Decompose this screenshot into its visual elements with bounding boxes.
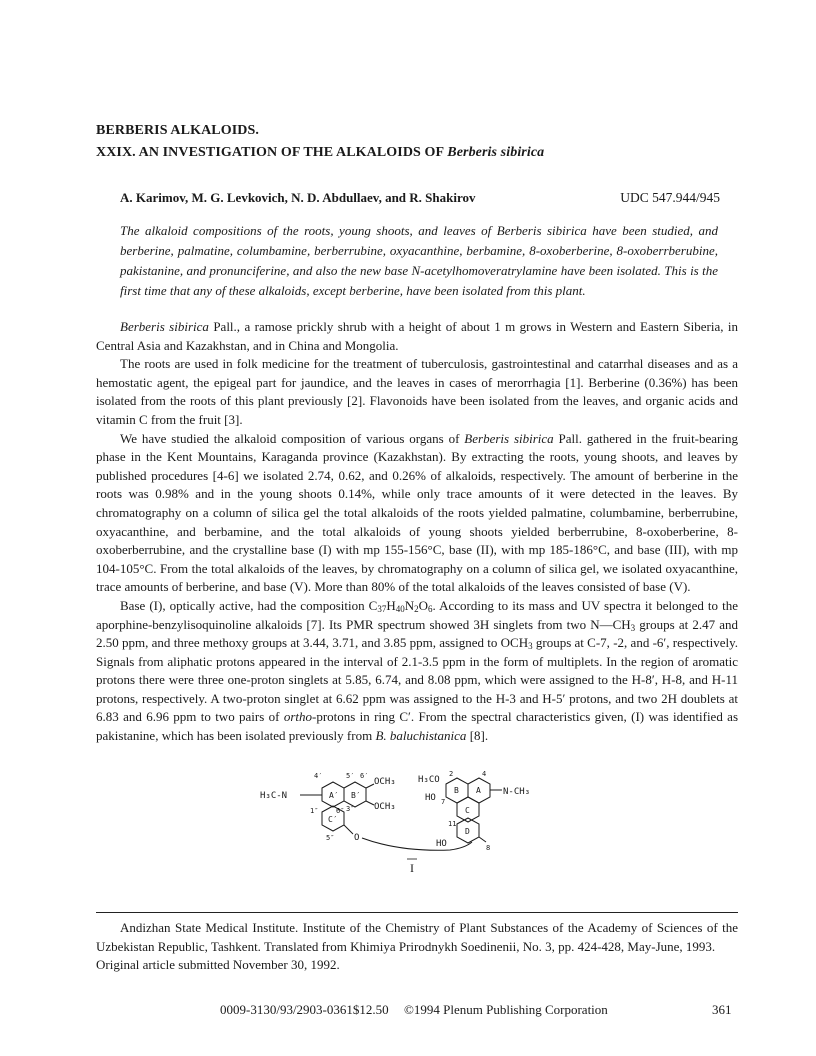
italic-term: ortho bbox=[283, 709, 312, 725]
label-5-prime: 5′ bbox=[346, 772, 355, 780]
paragraph-3-text-b: Pall. gathered in the fruit-bearing phase in the Kent Mountains, Karaganda province (Kazakhstan). By extracting the roots, young shoots, and leaves by published procedures [4-6] we isolated 2.74, 0.62, and 0.26% of alkaloids, respectively. The amount of berberine in the roots was 0.98% and in the young shoots 0.14%, while only trace amounts of it were detected in the leaves. By chromatography on a column of silica gel the total alkaloids of the roots yielded palmatine, columbamine, berberrubine, oxyacanthine, and berbamine, and the total alkaloids of young shoots yielded berberrubine, 8-oxoberberine, 8-oxoberberrubine, and the crystalline base (I) with mp 155-156°C, base (II), with mp 185-186°C, and base (III), with mp 104-105°C. From the total alkaloids of the leaves, by chromatography on a column of silica gel, we isolated oxyacanthine, trace amounts of berberine, and base (V). More than 80% of the total alkaloids of the leaves consisted of base (V). bbox=[96, 430, 738, 595]
article-body bbox=[96, 318, 738, 746]
label-3-double-prime: 3″ bbox=[346, 805, 355, 813]
article-title-text: XXIX. AN INVESTIGATION OF THE ALKALOIDS OF bbox=[96, 145, 444, 160]
article-code: 0009-3130/93/2903-0361$12.50 bbox=[220, 1002, 389, 1017]
paragraph-4 bbox=[96, 597, 738, 746]
label-ether-oxygen: O bbox=[354, 833, 360, 843]
page-number: 361 bbox=[712, 1002, 732, 1017]
paragraph-1 bbox=[96, 318, 738, 355]
series-title: BERBERIS ALKALOIDS. bbox=[96, 123, 259, 138]
paragraph-4-text-a: Base (I), optically active, had the composition C bbox=[120, 597, 378, 613]
label-ring-b: B bbox=[454, 786, 459, 795]
label-h3c-n: H₃C-N bbox=[260, 791, 288, 801]
footnote-rule bbox=[96, 912, 738, 913]
label-4: 4 bbox=[482, 770, 487, 778]
compound-label: I bbox=[410, 861, 414, 875]
subscript: 3 bbox=[528, 641, 533, 652]
label-n-ch3: N-CH₃ bbox=[503, 787, 531, 797]
paragraph-3 bbox=[96, 430, 738, 597]
paragraph-4-text-d: groups at C-7, -2, and -6′, respectively. Signals from aliphatic protons appeared in the interval of 2.1-3.5 ppm in the form of multiplets. In the region of aromatic protons there were three one-proton singlets at 5.85, 6.74, and 8.08 ppm, which were assigned to the H-8′, H-8, and H-11 protons, respectively. A two-proton singlet at 6.62 ppm was assigned to the H-3 and H-5′ protons, and two 2H doublets at 6.83 and 6.96 ppm to two pairs of bbox=[96, 635, 738, 725]
article-title-species: Berberis sibirica bbox=[447, 145, 545, 160]
label-och3-mid: OCH₃ bbox=[374, 802, 396, 812]
formula-subscript: 2 bbox=[414, 603, 419, 614]
label-11: 11 bbox=[448, 820, 457, 828]
label-ring-b-prime: B′ bbox=[351, 791, 361, 800]
label-ring-c: C bbox=[465, 806, 470, 815]
label-1-double-prime: 1″ bbox=[310, 807, 319, 815]
label-2: 2 bbox=[449, 770, 454, 778]
footnote bbox=[96, 919, 738, 975]
label-5-double-prime: 5″ bbox=[326, 834, 335, 842]
label-8: 8 bbox=[486, 844, 491, 852]
paragraph-4-text-e: -protons in ring C′. From the spectral characteristics given, (I) was identified as pakistanine, which has been isolated previously from bbox=[96, 709, 738, 744]
label-ring-a: A bbox=[476, 786, 481, 795]
label-6-double-prime: 6″ bbox=[336, 807, 345, 815]
label-ring-a-prime: A′ bbox=[329, 791, 339, 800]
chemical-structure-figure bbox=[250, 768, 566, 880]
paragraph-2: The roots are used in folk medicine for the treatment of tuberculosis, gastrointestinal and catarrhal diseases and as a hemostatic agent, the epigeal part for jaundice, and the leaves in cases of merorrhagia [1]. Berberine (0.36%) has been isolated from the roots of this plant previously [2]. Flavonoids have been isolated from the leaves, and organic acids and vitamin C from the fruit [3]. bbox=[96, 356, 738, 427]
species-name: Berberis sibirica bbox=[120, 319, 209, 334]
article-title bbox=[96, 142, 736, 163]
paragraph-1-text: Pall., a ramose prickly shrub with a height of about 1 m grows in Western and Eastern Siberia, in Central Asia and Kazakhstan, and in China and Mongolia. bbox=[96, 319, 738, 353]
paragraph-4-text-b: . According to its mass and UV spectra it belonged to the aporphine-benzylisoquinoline alkaloids [7]. Its PMR spectrum showed 3H singlets from two N—CH bbox=[96, 597, 738, 632]
label-4-prime: 4′ bbox=[314, 772, 323, 780]
label-6-prime: 6′ bbox=[360, 772, 369, 780]
udc-code: UDC 547.944/945 bbox=[620, 190, 720, 205]
formula-subscript: 6 bbox=[428, 603, 433, 614]
label-ho-top: HO bbox=[425, 793, 436, 803]
authors: A. Karimov, M. G. Levkovich, N. D. Abdullaev, and R. Shakirov bbox=[120, 190, 476, 205]
paragraph-4-text-c: groups at 2.47 and 2.50 ppm, and three methoxy groups at 3.44, 3.71, and 3.85 ppm, assigned to OCH bbox=[96, 616, 738, 651]
formula-subscript: 40 bbox=[395, 603, 405, 614]
label-ho-bottom: HO bbox=[436, 839, 447, 849]
label-7: 7 bbox=[441, 798, 446, 806]
species-name: B. baluchistanica bbox=[375, 728, 467, 744]
species-name: Berberis sibirica bbox=[464, 430, 554, 446]
footnote-submitted: Original article submitted November 30, 1992. bbox=[96, 957, 340, 973]
label-ring-d: D bbox=[465, 827, 470, 836]
label-h3co: H₃CO bbox=[418, 775, 440, 785]
subscript: 3 bbox=[630, 622, 636, 633]
formula-subscript: 37 bbox=[377, 603, 387, 614]
paragraph-4-text-f: [8]. bbox=[466, 728, 489, 744]
copyright: ©1994 Plenum Publishing Corporation bbox=[404, 1002, 608, 1017]
paragraph-3-text-a: We have studied the alkaloid composition of various organs of bbox=[120, 430, 465, 446]
label-och3-top: OCH₃ bbox=[374, 777, 396, 787]
abstract: The alkaloid compositions of the roots, young shoots, and leaves of Berberis sibirica have been studied, and berberine, palmatine, columbamine, berberrubine, oxyacanthine, berbamine, 8-oxoberberine, 8-oxoberrberubine, pakistanine, and pronunciferine, and also the new base N-acetylhomoveratrylamine have been isolated. This is the first time that any of these alkaloids, except berberine, have been isolated from this plant. bbox=[120, 223, 718, 298]
label-ring-c-prime: C′ bbox=[328, 815, 338, 824]
formula-element: H bbox=[386, 597, 396, 613]
formula-element: N bbox=[404, 597, 415, 613]
formula-element: O bbox=[418, 597, 428, 613]
footnote-affiliation: Andizhan State Medical Institute. Institute of the Chemistry of Plant Substances of the Academy of Sciences of the Uzbekistan Republic, Tashkent. Translated from Khimiya Prirodnykh Soedinenii, No. 3, pp. 424-428, May-June, 1993. bbox=[96, 920, 738, 954]
